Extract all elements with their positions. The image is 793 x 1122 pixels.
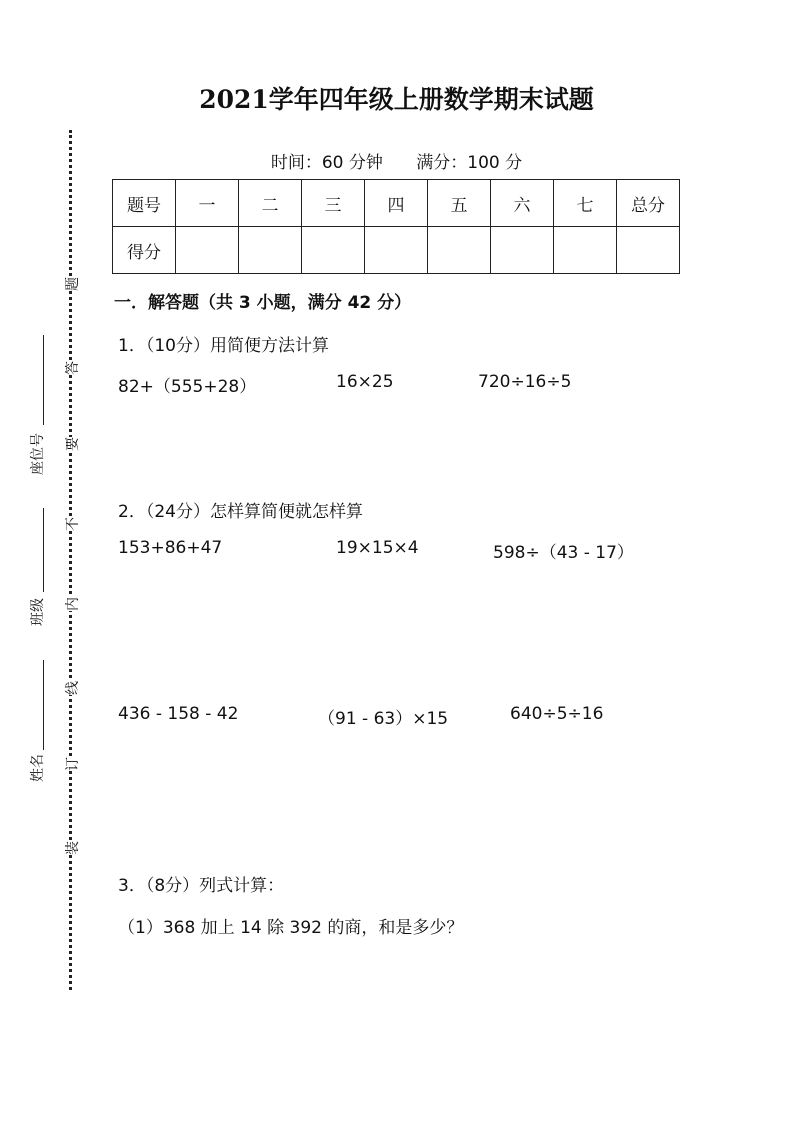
score-cell xyxy=(554,227,617,274)
score-cell xyxy=(617,227,680,274)
score-cell xyxy=(428,227,491,274)
q2-item: 153+86+47 xyxy=(118,538,223,558)
time-limit: 时间：60 分钟 xyxy=(270,153,383,173)
name-line xyxy=(43,660,44,750)
margin-char: 题 xyxy=(60,277,84,291)
margin-char: 装 xyxy=(60,841,84,855)
table-header-cell: 题号 xyxy=(113,180,176,227)
seat-number-line xyxy=(43,335,44,425)
margin-char: 要 xyxy=(60,437,84,451)
table-header-cell: 总分 xyxy=(617,180,680,227)
margin-char: 线 xyxy=(60,681,84,695)
margin-char: 内 xyxy=(60,597,84,611)
class-label: 班级 xyxy=(25,598,49,626)
margin-char: 订 xyxy=(60,757,84,771)
section-heading: 一．解答题（共 3 小题，满分 42 分） xyxy=(114,293,412,313)
score-cell xyxy=(239,227,302,274)
class-line xyxy=(43,508,44,592)
q2-item: 598÷（43 - 17） xyxy=(493,543,634,563)
q2-item: 436 - 158 - 42 xyxy=(118,704,239,724)
name-label: 姓名 xyxy=(25,754,49,782)
table-header-cell: 四 xyxy=(365,180,428,227)
q2-item: 640÷5÷16 xyxy=(510,704,604,724)
q1-item: 16×25 xyxy=(336,372,394,392)
question-2-label: 2．（24分）怎样算简便就怎样算 xyxy=(118,502,363,522)
margin-char: 答 xyxy=(60,361,84,375)
margin-char: 不 xyxy=(60,517,84,531)
table-header-cell: 三 xyxy=(302,180,365,227)
table-header-cell: 六 xyxy=(491,180,554,227)
seat-number-label: 座位号 xyxy=(25,433,49,475)
question-3-label: 3．（8分）列式计算： xyxy=(118,876,285,896)
question-1-label: 1．（10分）用简便方法计算 xyxy=(118,336,329,356)
table-header-cell: 一 xyxy=(176,180,239,227)
score-cell xyxy=(176,227,239,274)
q2-item: （91 - 63）×15 xyxy=(318,709,449,729)
exam-info xyxy=(0,148,793,173)
table-header-row xyxy=(113,180,680,227)
page-title: 2021学年四年级上册数学期末试题 xyxy=(199,85,594,114)
binding-dotted-line xyxy=(69,130,72,990)
score-cell xyxy=(491,227,554,274)
table-header-cell: 七 xyxy=(554,180,617,227)
q1-item: 82+（555+28） xyxy=(118,377,257,397)
score-row-label: 得分 xyxy=(113,227,176,274)
table-header-cell: 二 xyxy=(239,180,302,227)
score-row xyxy=(113,227,680,274)
q2-item: 19×15×4 xyxy=(336,538,419,558)
score-cell xyxy=(302,227,365,274)
full-score: 满分：100 分 xyxy=(416,153,523,173)
table-header-cell: 五 xyxy=(428,180,491,227)
score-table xyxy=(112,179,680,274)
q1-item: 720÷16÷5 xyxy=(478,372,572,392)
score-cell xyxy=(365,227,428,274)
q3-subquestion: （1）368 加上 14 除 392 的商，和是多少？ xyxy=(118,918,464,938)
